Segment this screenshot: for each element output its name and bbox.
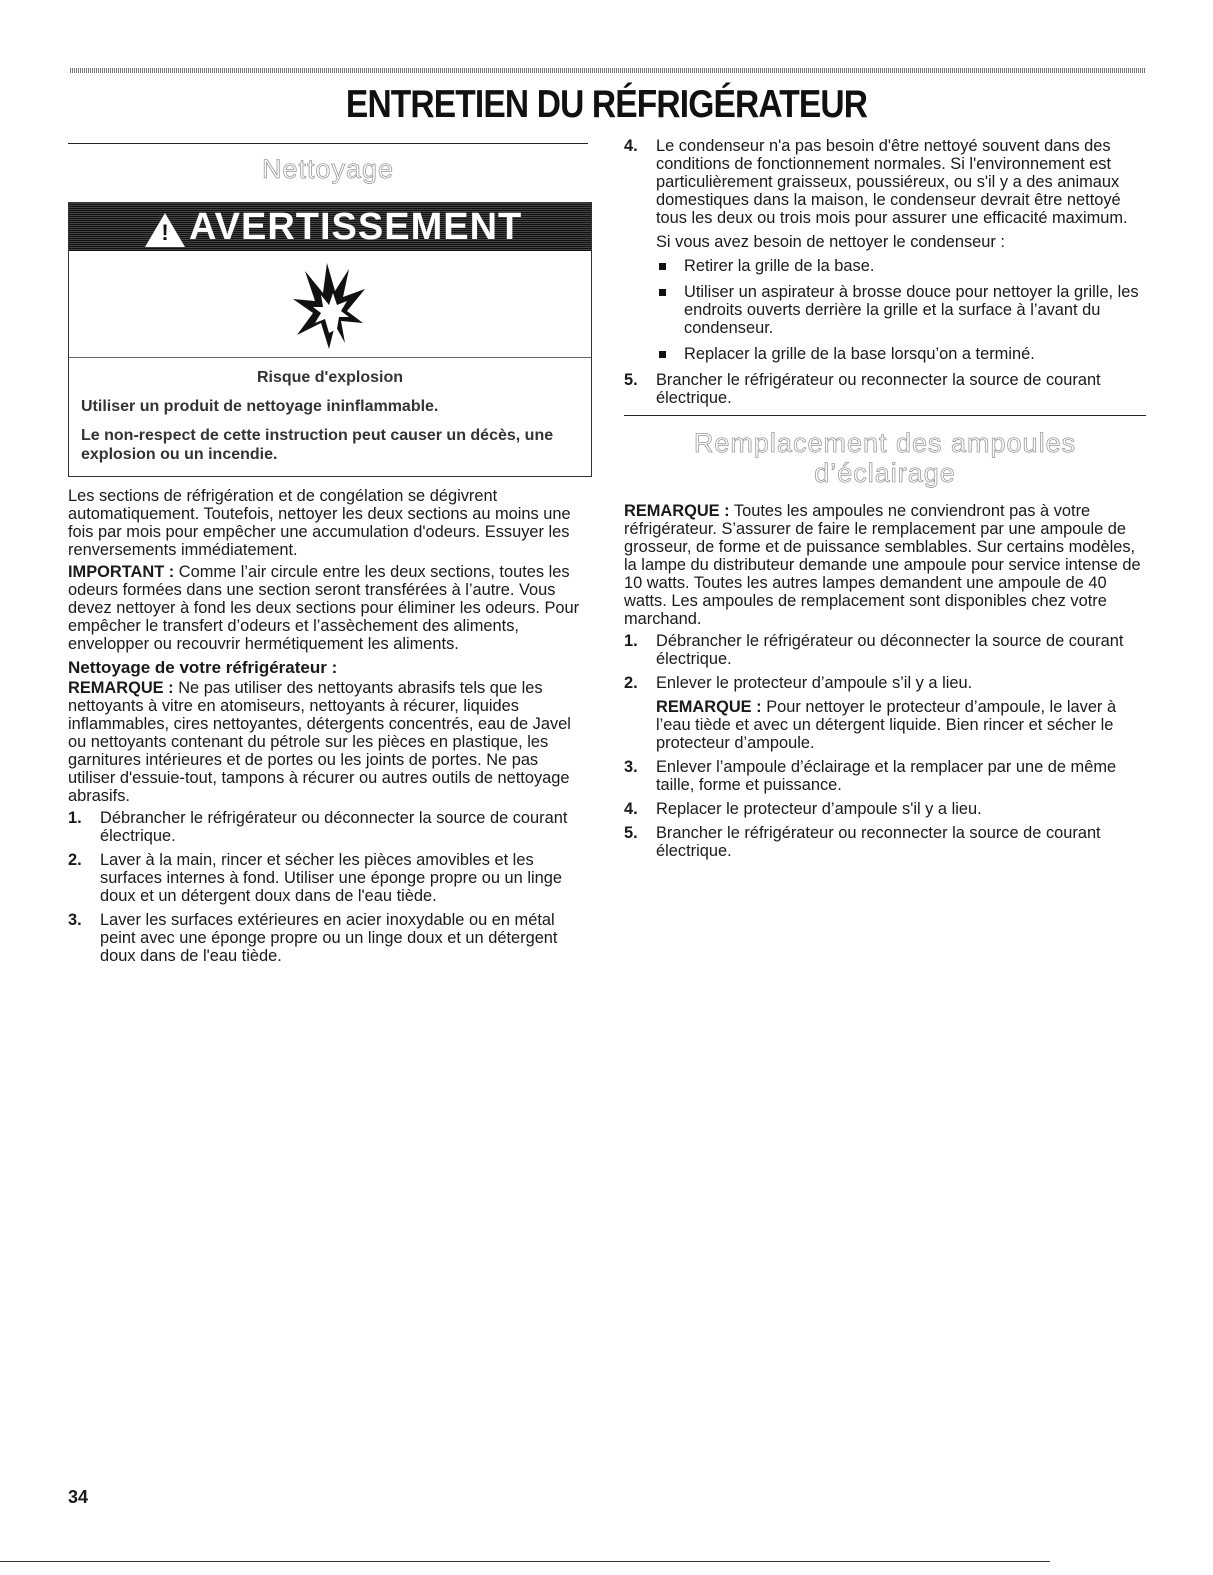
bottom-rule	[0, 1561, 1050, 1562]
step-text: Replacer le protecteur d’ampoule s'il y a lieu.	[656, 800, 982, 818]
condenser-bullets	[656, 257, 1146, 363]
right-column	[624, 137, 1146, 866]
explosion-hazard-icon	[291, 261, 367, 351]
bullet-icon	[659, 263, 666, 270]
top-dotted-rule	[70, 68, 1146, 73]
step-text: Le condenseur n'a pas besoin d'être nettoyé souvent dans des conditions de fonctionnement normales. Si l'environnement est particulièrement graisseux, poussiéreux, ou s'il y a des animaux domestiques dans la maison, le condenseur devrait être nettoyé tous les deux ou trois mois pour assurer une efficacité maximum.	[656, 137, 1128, 227]
step-number: 3.	[68, 911, 82, 929]
intro-paragraph: Les sections de réfrigération et de congélation se dégivrent automatiquement. Toutefois, nettoyer les deux sections au moins une fois par mois pour empêcher une accumulation d'odeurs. Essuyer les renversements immédiatement.	[68, 487, 571, 559]
bullet-item	[656, 257, 1146, 275]
important-paragraph	[68, 563, 588, 653]
step-number: 5.	[624, 824, 638, 842]
page-number: 34	[68, 1487, 89, 1507]
list-item	[68, 851, 588, 905]
step-number: 2.	[68, 851, 82, 869]
risk-title: Risque d'explosion	[256, 369, 404, 386]
step-text: Débrancher le réfrigérateur ou déconnecter la source de courant électrique.	[656, 632, 1124, 668]
step-number: 2.	[624, 674, 638, 692]
step-subtext: Si vous avez besoin de nettoyer le condenseur :	[656, 233, 1005, 251]
list-item	[68, 809, 588, 845]
bullet-icon	[659, 351, 666, 358]
note-paragraph	[68, 679, 588, 805]
note-label: REMARQUE :	[656, 698, 762, 716]
cleaning-steps	[68, 809, 588, 965]
page-title: ENTRETIEN DU RÉFRIGÉRATEUR	[345, 83, 868, 126]
list-item	[624, 674, 1146, 752]
list-item	[624, 371, 1146, 407]
step-number: 1.	[624, 632, 638, 650]
list-item	[624, 632, 1146, 668]
section-rule	[68, 143, 588, 144]
step-text: Enlever l’ampoule d’éclairage et la remplacer par une de même taille, forme et puissance.	[656, 758, 1117, 794]
cleaning-subheading: Nettoyage de votre réfrigérateur :	[68, 658, 338, 677]
bulb-note-paragraph	[624, 502, 1146, 628]
step-number: 4.	[624, 800, 638, 818]
step-number: 4.	[624, 137, 638, 155]
step-text: Enlever le protecteur d’ampoule s’il y a lieu.	[656, 674, 973, 692]
step-text: Débrancher le réfrigérateur ou déconnecter la source de courant électrique.	[100, 809, 568, 845]
hazard-symbol-area	[69, 251, 591, 358]
exclamation-icon: !	[161, 220, 169, 245]
warning-box	[68, 202, 592, 477]
step-number: 5.	[624, 371, 638, 389]
bullet-text: Retirer la grille de la base.	[684, 257, 875, 275]
bulb-steps	[624, 632, 1146, 860]
list-item	[624, 824, 1146, 860]
note-text: Ne pas utiliser des nettoyants abrasifs tels que les nettoyants à vitre en atomiseurs, nettoyants à récurer, liquides inflammables, cires nettoyantes, détergents concentrés, eau de Javel ou nettoyants contenant du pétrole sur les pièces en plastique, les garnitures intérieures et de portes ou les joints de portes. Ne pas utiliser d'essuie-tout, tampons à récurer ou autres outils de nettoyage abrasifs.	[68, 679, 571, 805]
step-text: Laver les surfaces extérieures en acier inoxydable ou en métal peint avec une éponge propre ou un linge doux et un détergent doux dans de l'eau tiède.	[100, 911, 558, 965]
step-number: 1.	[68, 809, 82, 827]
list-item	[68, 911, 588, 965]
note-label: REMARQUE :	[68, 679, 174, 697]
note-text: Toutes les ampoules ne conviendront pas à votre réfrigérateur. S’assurer de faire le remplacement par une ampoule de grosseur, de forme et de puissance semblables. Sur certains modèles, la lampe du distributeur demande une ampoule pour service intense de 10 watts. Toutes les autres lampes demandent une ampoule de 40 watts. Les ampoules de remplacement sont disponibles chez votre marchand.	[624, 502, 1141, 628]
list-item	[624, 800, 1146, 818]
bullet-text: Replacer la grille de la base lorsqu’on a terminé.	[684, 345, 1035, 363]
bullet-text: Utiliser un aspirateur à brosse douce pour nettoyer la grille, les endroits ouverts derrière la grille et la surface à l’avant du condenseur.	[684, 283, 1139, 337]
bullet-item	[656, 283, 1146, 337]
warning-text	[69, 358, 591, 476]
list-item	[624, 758, 1146, 794]
section-rule	[624, 415, 1146, 416]
section-heading-cleaning: Nettoyage	[261, 154, 395, 184]
section-heading-bulbs-line2: d’éclairage	[814, 458, 956, 488]
step-text: Brancher le réfrigérateur ou reconnecter la source de courant électrique.	[656, 824, 1101, 860]
warning-banner	[69, 203, 591, 251]
warning-word: AVERTISSEMENT	[189, 206, 523, 248]
note-text: Pour nettoyer le protecteur d’ampoule, le laver à l’eau tiède et avec un détergent liquide. Bien rincer et sécher le protecteur d’ampoule.	[656, 698, 1117, 752]
important-label: IMPORTANT :	[68, 563, 175, 581]
warning-instruction: Utiliser un produit de nettoyage ininflammable.	[81, 398, 439, 415]
list-item	[624, 137, 1146, 363]
bullet-item	[656, 345, 1146, 363]
bullet-icon	[659, 289, 666, 296]
note-label: REMARQUE :	[624, 502, 730, 520]
section-heading-bulbs-line1: Remplacement des ampoules	[693, 428, 1077, 458]
step-text: Laver à la main, rincer et sécher les pièces amovibles et les surfaces internes à fond. Utiliser une éponge propre ou un linge doux et un détergent doux dans de l'eau tiède.	[100, 851, 562, 905]
left-column	[68, 143, 588, 971]
condenser-steps	[624, 137, 1146, 407]
step-text: Brancher le réfrigérateur ou reconnecter la source de courant électrique.	[656, 371, 1101, 407]
important-text: Comme l’air circule entre les deux sections, toutes les odeurs formées dans une section seront transférées à l’autre. Vous devez nettoyer à fond les deux sections pour éliminer les odeurs. Pour empêcher le transfert d’odeurs et l’assèchement des aliments, envelopper ou recouvrir hermétiquement les aliments.	[68, 563, 580, 653]
step-note	[656, 698, 1146, 752]
warning-consequence: Le non-respect de cette instruction peut causer un décès, une explosion ou un incendie.	[81, 427, 554, 463]
step-number: 3.	[624, 758, 638, 776]
